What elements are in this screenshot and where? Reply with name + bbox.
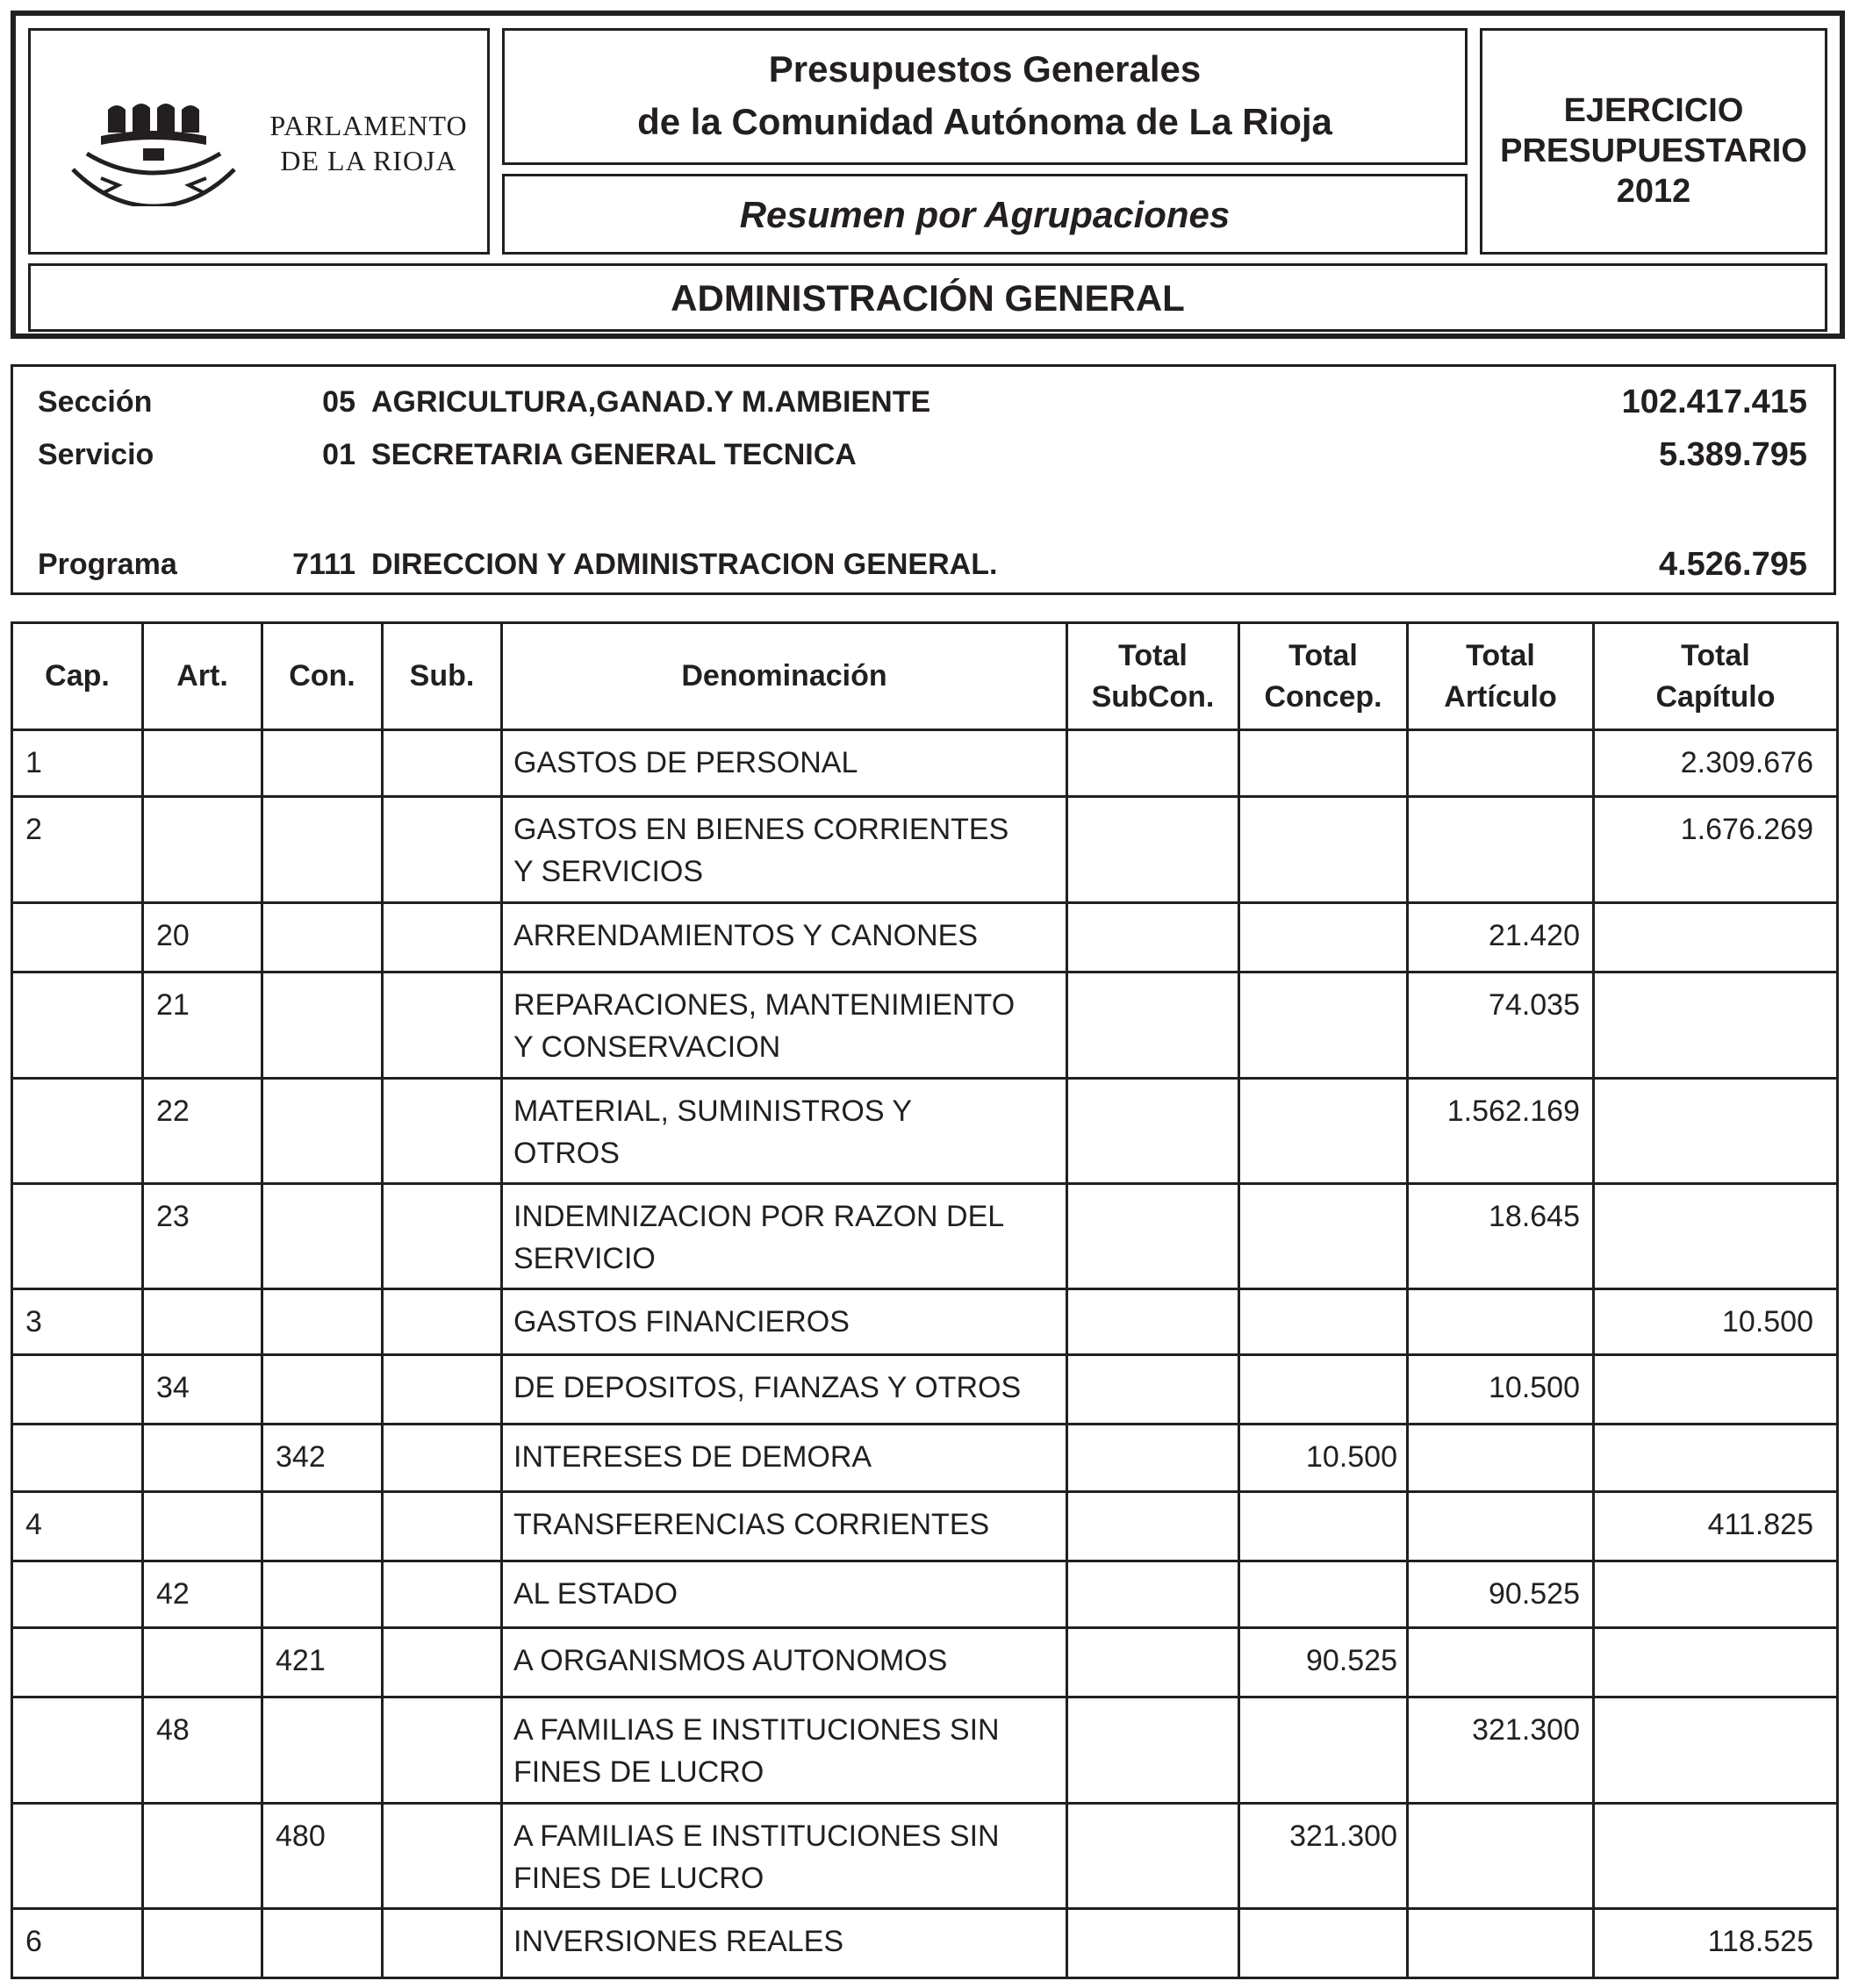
seccion-amount: 102.417.415 [1621,384,1807,420]
cell-denominacion [502,1803,1067,1908]
cell-sub [383,1908,502,1977]
cell-cap: 3 [12,1288,143,1354]
cell-total-subcon [1067,1697,1239,1803]
header-con: Con. [262,623,383,730]
cell-sub [383,730,502,797]
cell-total-subcon [1067,1078,1239,1183]
cell-total-concep [1239,972,1408,1078]
header-total-concep-line1: Total [1288,638,1358,672]
seccion-name: AGRICULTURA,GANAD.Y M.AMBIENTE [371,385,931,419]
cell-con [262,1908,383,1977]
cell-denominacion [502,1288,1067,1354]
fiscal-year-box [1480,28,1827,255]
cell-cap: 2 [12,797,143,903]
cell-total-articulo: 74.035 [1408,972,1594,1078]
cell-total-concep [1239,1697,1408,1803]
cell-total-concep: 10.500 [1239,1425,1408,1492]
document-subtitle: Resumen por Agrupaciones [739,194,1231,235]
cell-cap [12,1561,143,1628]
administration-banner-box [28,263,1827,332]
denominacion-line1: INDEMNIZACION POR RAZON DEL [513,1199,1005,1233]
cell-sub [383,1492,502,1561]
logo-line-1: PARLAMENTO [269,110,468,141]
header-total-capitulo-line1: Total [1681,638,1750,672]
cell-cap [12,1354,143,1424]
cell-denominacion [502,903,1067,972]
cell-art [143,1628,262,1697]
cell-con [262,903,383,972]
cell-total-capitulo [1594,1183,1838,1288]
document-title-box [502,28,1468,165]
cell-total-capitulo: 10.500 [1594,1288,1838,1354]
cell-sub [383,1803,502,1908]
cell-cap [12,1078,143,1183]
cell-art [143,1908,262,1977]
cell-total-subcon [1067,1803,1239,1908]
cell-total-capitulo [1594,1628,1838,1697]
denominacion-line1: DE DEPOSITOS, FIANZAS Y OTROS [513,1370,1022,1404]
servicio-label: Servicio [38,438,154,471]
table-row [12,1078,1838,1183]
table-row [12,972,1838,1078]
cell-total-subcon [1067,1288,1239,1354]
cell-total-capitulo [1594,1803,1838,1908]
cell-total-capitulo [1594,1078,1838,1183]
table-row [12,1908,1838,1977]
denominacion-line1: TRANSFERENCIAS CORRIENTES [513,1508,990,1542]
administration-banner: ADMINISTRACIÓN GENERAL [671,277,1185,319]
cell-cap [12,903,143,972]
cell-sub [383,903,502,972]
cell-cap: 6 [12,1908,143,1977]
cell-con [262,1354,383,1424]
cell-denominacion [502,1183,1067,1288]
cell-total-subcon [1067,1492,1239,1561]
cell-art [143,730,262,797]
denominacion-line1: INTERESES DE DEMORA [513,1440,872,1475]
header-total-subcon-line1: Total [1118,638,1188,672]
cell-total-capitulo [1594,1354,1838,1424]
cell-denominacion [502,1908,1067,1977]
table-row [12,1697,1838,1803]
cell-art [143,1803,262,1908]
denominacion-line1: GASTOS DE PERSONAL [513,746,858,779]
cell-total-concep [1239,1354,1408,1424]
year-line-1: EJERCICIO [1563,92,1744,129]
cell-art [143,1288,262,1354]
cell-total-subcon [1067,797,1239,903]
cell-art: 23 [143,1183,262,1288]
cell-total-concep [1239,730,1408,797]
header-total-concep [1239,623,1408,730]
budget-summary-table [11,621,1839,1979]
header-total-articulo [1408,623,1594,730]
cell-total-articulo: 18.645 [1408,1183,1594,1288]
cell-art: 34 [143,1354,262,1424]
cell-total-subcon [1067,1425,1239,1492]
cell-total-subcon [1067,730,1239,797]
servicio-row [13,433,1834,477]
cell-sub [383,1425,502,1492]
cell-total-capitulo: 118.525 [1594,1908,1838,1977]
header-total-subcon [1067,623,1239,730]
cell-art [143,1425,262,1492]
seccion-label: Sección [38,385,153,419]
cell-total-subcon [1067,1561,1239,1628]
cell-denominacion [502,1354,1067,1424]
programa-code: 7111 [292,548,355,581]
cell-cap [12,1628,143,1697]
header-total-capitulo [1594,623,1838,730]
cell-total-capitulo [1594,903,1838,972]
programa-amount: 4.526.795 [1658,546,1807,583]
cell-cap: 4 [12,1492,143,1561]
header-total-subcon-line2: SubCon. [1091,679,1215,714]
denominacion-line2: FINES DE LUCRO [513,1861,764,1895]
cell-art [143,1492,262,1561]
budget-section-info [11,364,1836,595]
denominacion-line2: SERVICIO [513,1241,656,1275]
cell-art: 21 [143,972,262,1078]
cell-total-articulo [1408,1803,1594,1908]
header-total-concep-line2: Concep. [1264,679,1382,714]
denominacion-line2: Y CONSERVACION [513,1030,781,1065]
cell-sub [383,972,502,1078]
logo-line-2: DE LA RIOJA [280,145,457,176]
header-total-capitulo-line2: Capítulo [1655,679,1776,714]
table-row [12,903,1838,972]
cell-sub [383,1697,502,1803]
denominacion-line2: OTROS [513,1136,620,1170]
cell-denominacion [502,972,1067,1078]
denominacion-line1: ARRENDAMIENTOS Y CANONES [513,919,979,953]
servicio-code: 01 [322,438,355,471]
cell-total-articulo [1408,1492,1594,1561]
document-subtitle-box [502,174,1468,255]
cell-cap [12,1803,143,1908]
cell-denominacion [502,1078,1067,1183]
table-row [12,1425,1838,1492]
header-total-articulo-line2: Artículo [1444,679,1557,714]
cell-total-concep [1239,1908,1408,1977]
cell-total-capitulo [1594,972,1838,1078]
cell-total-articulo [1408,1628,1594,1697]
table-row [12,1492,1838,1561]
cell-total-subcon [1067,1183,1239,1288]
table-row [12,1354,1838,1424]
cell-con [262,1288,383,1354]
cell-total-subcon [1067,1628,1239,1697]
cell-total-concep [1239,1561,1408,1628]
cell-art: 20 [143,903,262,972]
table-row [12,730,1838,797]
table-row [12,797,1838,903]
parliament-emblem-icon [66,75,255,206]
cell-sub [383,1354,502,1424]
cell-total-capitulo: 2.309.676 [1594,730,1838,797]
header-cap: Cap. [12,623,143,730]
servicio-name: SECRETARIA GENERAL TECNICA [371,438,857,471]
parliament-name [255,108,483,178]
table-row [12,1803,1838,1908]
cell-total-articulo: 90.525 [1408,1561,1594,1628]
cell-total-articulo: 10.500 [1408,1354,1594,1424]
title-line-2: de la Comunidad Autónoma de La Rioja [637,101,1332,142]
cell-con [262,1492,383,1561]
year-line-2: PRESUPUESTARIO [1500,133,1807,169]
seccion-row [13,380,1834,424]
cell-total-concep: 321.300 [1239,1803,1408,1908]
cell-total-concep [1239,903,1408,972]
cell-art: 48 [143,1697,262,1803]
denominacion-line1: GASTOS EN BIENES CORRIENTES [513,813,1009,847]
cell-cap [12,1183,143,1288]
cell-con [262,1183,383,1288]
denominacion-line1: A ORGANISMOS AUTONOMOS [513,1644,948,1678]
denominacion-line1: A FAMILIAS E INSTITUCIONES SIN [513,1819,1000,1853]
servicio-amount: 5.389.795 [1658,436,1807,473]
title-line-1: Presupuestos Generales [768,48,1202,90]
cell-art: 22 [143,1078,262,1183]
cell-con [262,972,383,1078]
cell-total-capitulo [1594,1561,1838,1628]
cell-con [262,730,383,797]
cell-total-concep [1239,1183,1408,1288]
cell-cap [12,1425,143,1492]
cell-sub [383,1078,502,1183]
cell-denominacion [502,1425,1067,1492]
cell-total-capitulo [1594,1425,1838,1492]
cell-con [262,1078,383,1183]
document-title [505,43,1465,148]
table-header-row [12,623,1838,730]
cell-total-articulo: 21.420 [1408,903,1594,972]
cell-con: 421 [262,1628,383,1697]
cell-art [143,797,262,903]
denominacion-line1: A FAMILIAS E INSTITUCIONES SIN [513,1713,1000,1748]
cell-total-concep [1239,1078,1408,1183]
cell-con: 342 [262,1425,383,1492]
cell-total-subcon [1067,1908,1239,1977]
cell-cap: 1 [12,730,143,797]
cell-total-subcon [1067,903,1239,972]
cell-con [262,1561,383,1628]
cell-total-articulo [1408,1288,1594,1354]
cell-sub [383,1288,502,1354]
cell-total-concep [1239,1288,1408,1354]
cell-sub [383,1628,502,1697]
cell-denominacion [502,1561,1067,1628]
denominacion-line1: MATERIAL, SUMINISTROS Y [513,1094,913,1128]
cell-sub [383,1183,502,1288]
header-art: Art. [143,623,262,730]
header-denominacion: Denominación [502,623,1067,730]
cell-denominacion [502,1492,1067,1561]
programa-row [13,542,1834,586]
parliament-logo-box [28,28,490,255]
cell-total-subcon [1067,972,1239,1078]
table-row [12,1628,1838,1697]
denominacion-line1: INVERSIONES REALES [513,1924,844,1958]
cell-total-articulo: 321.300 [1408,1697,1594,1803]
cell-denominacion [502,1697,1067,1803]
cell-con [262,797,383,903]
cell-sub [383,1561,502,1628]
cell-denominacion [502,1628,1067,1697]
cell-total-articulo [1408,1425,1594,1492]
denominacion-line2: FINES DE LUCRO [513,1755,764,1790]
header-sub: Sub. [383,623,502,730]
denominacion-line1: REPARACIONES, MANTENIMIENTO [513,988,1016,1023]
cell-cap [12,972,143,1078]
cell-total-subcon [1067,1354,1239,1424]
fiscal-year [1482,90,1825,212]
programa-name: DIRECCION Y ADMINISTRACION GENERAL. [371,548,998,581]
table-row [12,1288,1838,1354]
cell-total-concep [1239,1492,1408,1561]
cell-sub [383,797,502,903]
cell-total-concep: 90.525 [1239,1628,1408,1697]
cell-total-capitulo: 411.825 [1594,1492,1838,1561]
denominacion-line1: AL ESTADO [513,1577,678,1611]
table-row [12,1561,1838,1628]
cell-denominacion [502,797,1067,903]
document-header [11,11,1845,339]
cell-total-articulo [1408,797,1594,903]
table-row [12,1183,1838,1288]
cell-art: 42 [143,1561,262,1628]
seccion-code: 05 [322,385,355,419]
header-total-articulo-line1: Total [1466,638,1535,672]
programa-label: Programa [38,548,177,581]
cell-total-capitulo: 1.676.269 [1594,797,1838,903]
cell-total-articulo [1408,730,1594,797]
cell-total-articulo: 1.562.169 [1408,1078,1594,1183]
cell-con: 480 [262,1803,383,1908]
cell-cap [12,1697,143,1803]
cell-total-capitulo [1594,1697,1838,1803]
cell-con [262,1697,383,1803]
denominacion-line1: GASTOS FINANCIEROS [513,1304,850,1338]
cell-total-articulo [1408,1908,1594,1977]
year-line-3: 2012 [1616,173,1691,210]
cell-total-concep [1239,797,1408,903]
cell-denominacion [502,730,1067,797]
denominacion-line2: Y SERVICIOS [513,855,704,889]
